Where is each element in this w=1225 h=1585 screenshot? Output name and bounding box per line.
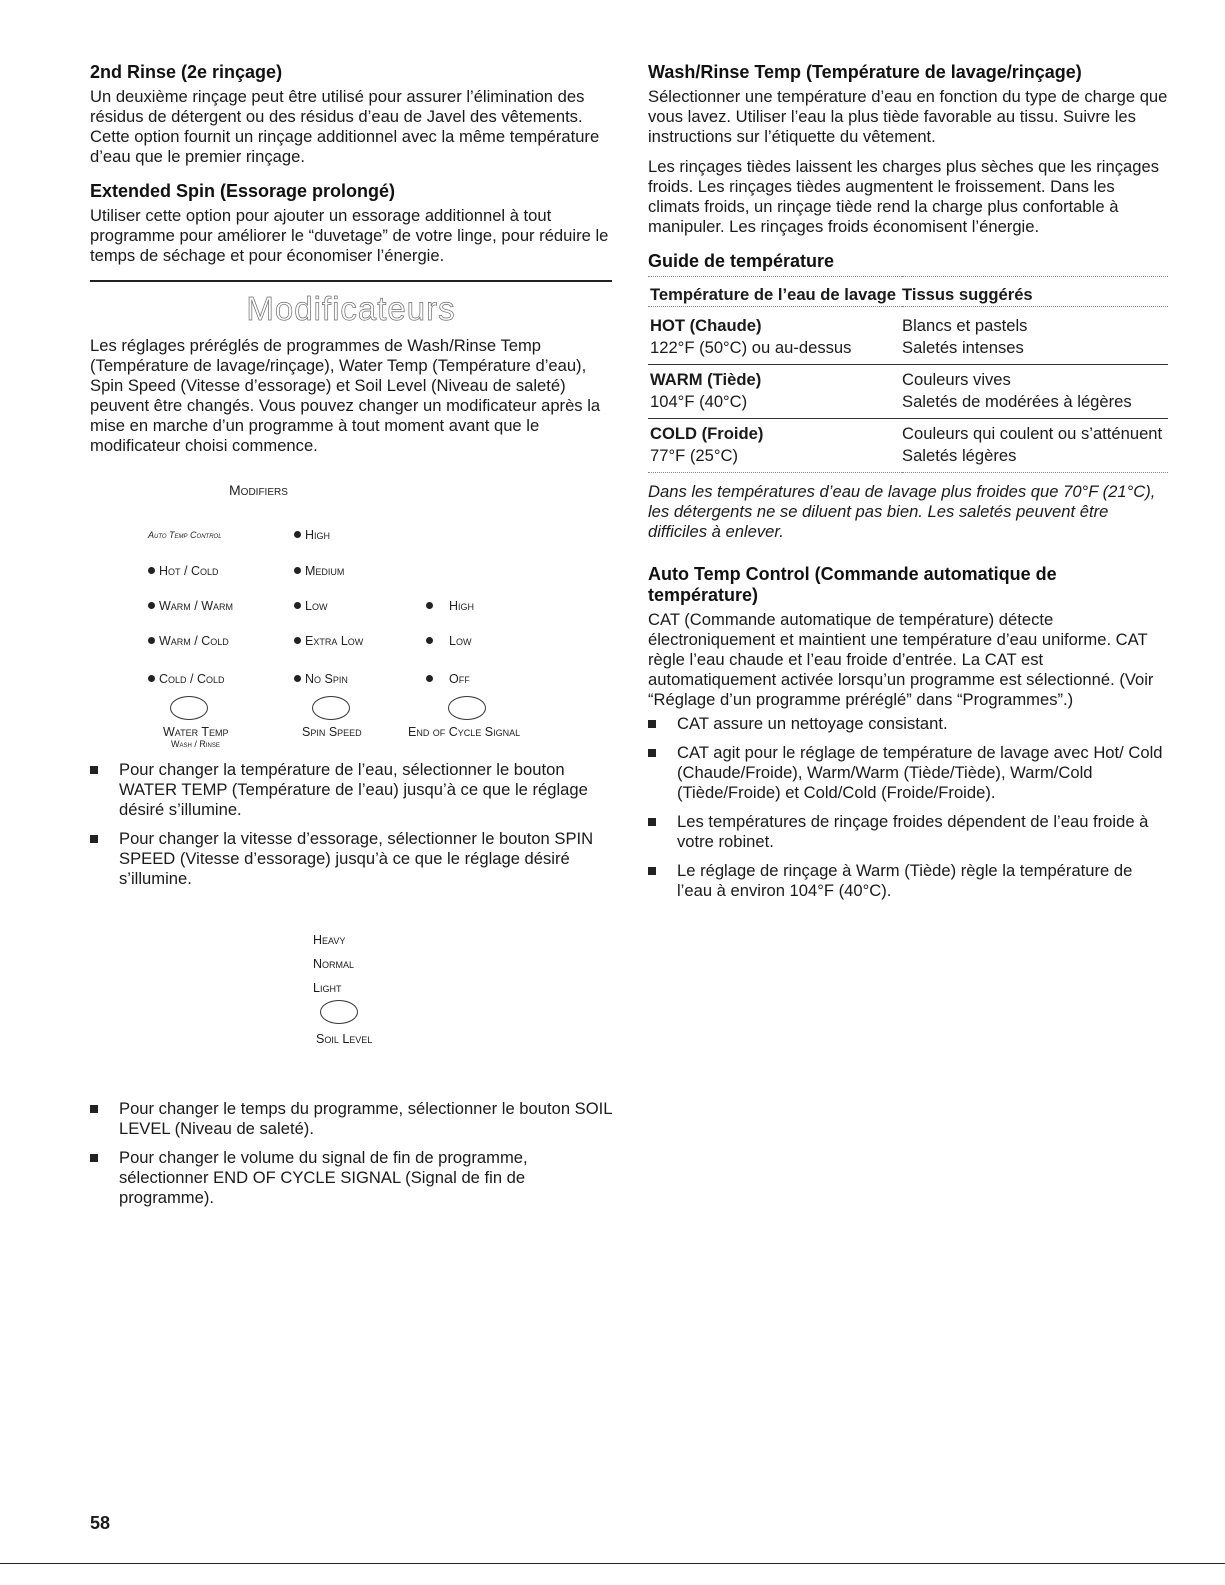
heading-auto-temp-control: Auto Temp Control (Commande automatique de température) xyxy=(648,564,1057,605)
modifiers-banner: Modificateurs xyxy=(246,290,456,327)
temp-option: Cold / Cold xyxy=(148,672,224,686)
square-bullet-icon xyxy=(648,867,656,875)
signal-option: High xyxy=(426,599,474,613)
section-divider xyxy=(90,280,612,282)
water-temp-label: Water Temp xyxy=(163,725,229,739)
indicator-light-icon xyxy=(148,567,155,574)
page-number: 58 xyxy=(90,1513,111,1533)
square-bullet-icon xyxy=(90,766,98,774)
indicator-light-icon xyxy=(294,637,301,644)
spin-option: No Spin xyxy=(294,672,348,686)
list-item: Le réglage de rinçage à Warm (Tiède) règle la température de l’eau à environ 104°F (40°C). xyxy=(648,861,1168,901)
signal-option: Low xyxy=(426,634,471,648)
temperature-note: Dans les températures d’eau de lavage plus froides que 70°F (21°C), les détergents ne se diluent pas bien. Les saletés peuvent être difficiles à enlever. xyxy=(648,482,1156,541)
section-auto-temp-control xyxy=(648,564,1168,901)
modifiers-control-panel xyxy=(90,466,612,749)
list-item: Les températures de rinçage froides dépendent de l’eau froide à votre robinet. xyxy=(648,812,1168,852)
signal-option: Off xyxy=(426,672,470,686)
modifiers-intro: Les réglages préréglés de programmes de Wash/Rinse Temp (Température de lavage/rinçage), Water Temp (Température d’eau), Spin Speed (Vitesse d’essorage) et Soil Level (Niveau de saleté) peuvent être changés. Vous pouvez changer un modificateur après la mise en marche d’un programme à tout moment avant que le modificateur choisi commence. xyxy=(90,336,601,455)
column-header-temperature: Température de l’eau de lavage xyxy=(650,285,896,304)
temp-option: Warm / Warm xyxy=(148,599,233,613)
list-item: CAT agit pour le réglage de température de lavage avec Hot/ Cold (Chaude/Froide), Warm/Warm (Tiède/Tiède), Warm/Cold (Tiède/Froide) et Cold/Cold (Froide/Froide). xyxy=(648,743,1168,803)
indicator-light-icon xyxy=(294,567,301,574)
square-bullet-icon xyxy=(648,720,656,728)
body-wash-rinse-temp-2: Les rinçages tièdes laissent les charges plus sèches que les rinçages froids. Les rinçages tièdes augmentent le froissement. Dans les climats froids, un rinçage tiède rend la charge plus confortable à manipuler. Les rinçages froids économisent l’énergie. xyxy=(648,157,1160,236)
indicator-light-icon xyxy=(294,602,301,609)
indicator-light-icon xyxy=(148,637,155,644)
body-auto-temp-control: CAT (Commande automatique de température) détecte électroniquement et maintient une température d’eau uniforme. CAT règle l’eau chaude et l’eau froide d’entrée. La CAT est automatiquement activée lorsqu’un programme est sélectionné. (Voir “Réglage d’un programme préréglé” dans “Programmes”.) xyxy=(648,610,1154,709)
indicator-light-icon xyxy=(426,637,433,644)
heading-wash-rinse-temp: Wash/Rinse Temp (Température de lavage/rinçage) xyxy=(648,62,1082,82)
square-bullet-icon xyxy=(90,1154,98,1162)
column-header-fabrics: Tissus suggérés xyxy=(902,285,1033,304)
indicator-light-icon xyxy=(294,675,301,682)
square-bullet-icon xyxy=(90,1105,98,1113)
heading-extended-spin: Extended Spin (Essorage prolongé) xyxy=(90,181,396,201)
temp-option: Warm / Cold xyxy=(148,634,229,648)
list-item: Pour changer le temps du programme, sélectionner le bouton SOIL LEVEL (Niveau de saleté). xyxy=(90,1099,612,1139)
section-extended-spin xyxy=(90,181,612,266)
indicator-light-icon xyxy=(426,675,433,682)
square-bullet-icon xyxy=(648,749,656,757)
list-item: Pour changer la température de l’eau, sélectionner le bouton WATER TEMP (Température de l’eau) jusqu’à ce que le réglage désiré s’illumine. xyxy=(90,760,612,820)
body-wash-rinse-temp-1: Sélectionner une température d’eau en fonction du type de charge que vous lavez. Utiliser l’eau la plus tiède favorable au tissu. Suivre les instructions sur l’étiquette du vêtement. xyxy=(648,87,1168,146)
list-item: Pour changer le volume du signal de fin de programme, sélectionner END OF CYCLE SIGNAL (Signal de fin de programme). xyxy=(90,1148,612,1208)
section-2nd-rinse xyxy=(90,62,612,167)
soil-option: Light xyxy=(313,981,342,995)
body-2nd-rinse: Un deuxième rinçage peut être utilisé pour assurer l’élimination des résidus de détergent ou des résidus d’eau de Javel des vêtements. Cette option fournit un rinçage additionnel avec la même température d’eau que le premier rinçage. xyxy=(90,87,600,166)
spin-option: Low xyxy=(294,599,327,613)
spin-speed-button[interactable] xyxy=(312,696,350,720)
end-of-cycle-signal-label: End of Cycle Signal xyxy=(408,725,521,739)
table-row: 122°F (50°C) ou au-dessus Saletés intenses xyxy=(650,338,1024,357)
end-of-cycle-signal-button[interactable] xyxy=(448,696,486,720)
spin-option: Extra Low xyxy=(294,634,363,648)
table-row: WARM (Tiède) Couleurs vives xyxy=(648,365,1168,392)
table-row: 77°F (25°C) Saletés légères xyxy=(650,446,1017,465)
table-header-row xyxy=(648,284,1168,307)
square-bullet-icon xyxy=(648,818,656,826)
soil-option: Normal xyxy=(313,957,355,971)
square-bullet-icon xyxy=(90,835,98,843)
spin-option: High xyxy=(294,528,330,542)
modifier-bullets xyxy=(90,760,612,889)
soil-level-button[interactable] xyxy=(320,1000,358,1024)
spin-speed-label: Spin Speed xyxy=(302,725,362,739)
panel-title: Modifiers xyxy=(229,482,288,498)
spin-option: Medium xyxy=(294,564,344,578)
wash-rinse-sublabel: Wash / Rinse xyxy=(171,739,220,749)
heading-temperature-guide: Guide de température xyxy=(648,251,835,271)
right-column xyxy=(648,62,1168,915)
list-item: Pour changer la vitesse d’essorage, sélectionner le bouton SPIN SPEED (Vitesse d’essorage) jusqu’à ce que le réglage désiré s’illumine. xyxy=(90,829,612,889)
list-item: CAT assure un nettoyage consistant. xyxy=(648,714,1168,734)
heading-2nd-rinse: 2nd Rinse (2e rinçage) xyxy=(90,62,283,82)
left-column xyxy=(90,62,612,1218)
indicator-light-icon xyxy=(148,602,155,609)
table-row: HOT (Chaude) Blancs et pastels xyxy=(650,316,1028,335)
auto-temp-control-label: Auto Temp Control xyxy=(148,530,222,540)
page-bottom-rule xyxy=(0,1563,1225,1564)
indicator-light-icon xyxy=(148,675,155,682)
table-row: COLD (Froide) Couleurs qui coulent ou s’atténuent xyxy=(648,419,1168,446)
table-row: 104°F (40°C) Saletés de modérées à légères xyxy=(650,392,1132,411)
soil-bullets xyxy=(90,1099,612,1208)
indicator-light-icon xyxy=(294,531,301,538)
temperature-guide-table xyxy=(648,276,1168,480)
water-temp-button[interactable] xyxy=(170,696,208,720)
cat-bullets xyxy=(648,714,1168,901)
temp-option: Hot / Cold xyxy=(148,564,218,578)
section-wash-rinse-temp xyxy=(648,62,1168,237)
body-extended-spin: Utiliser cette option pour ajouter un essorage additionnel à tout programme pour améliorer le “duvetage” de votre linge, pour réduire le temps de séchage et pour économiser l’énergie. xyxy=(90,206,609,265)
soil-level-label: Soil Level xyxy=(316,1032,373,1046)
indicator-light-icon xyxy=(426,602,433,609)
soil-option: Heavy xyxy=(313,933,346,947)
soil-level-panel xyxy=(90,899,612,1067)
